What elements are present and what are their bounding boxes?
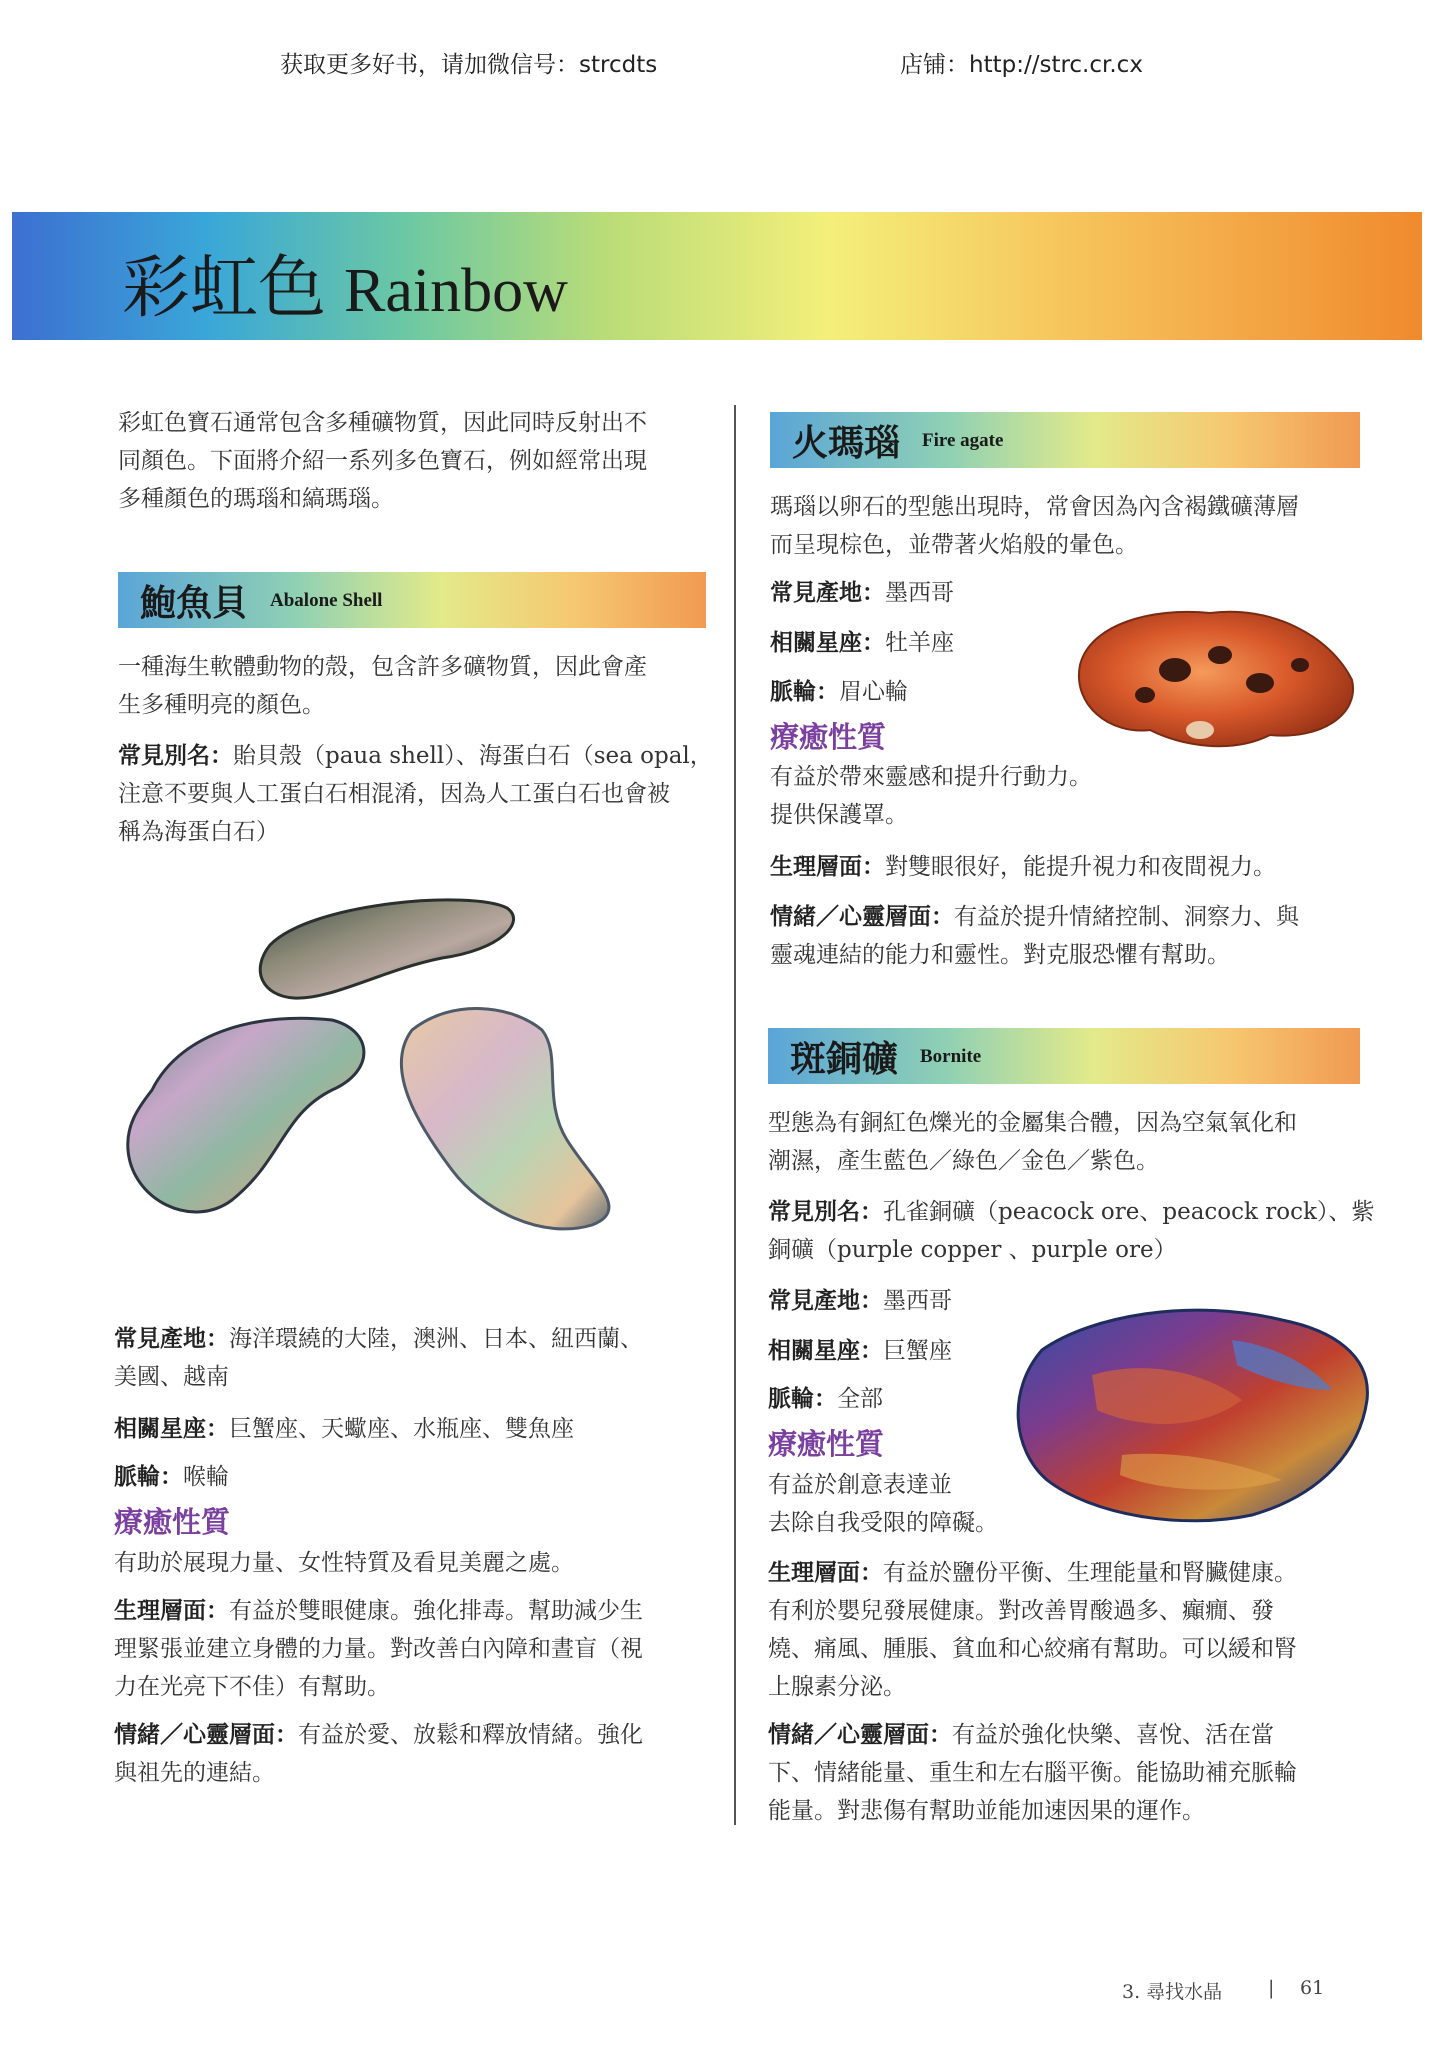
page-number: 61: [1300, 1977, 1325, 1999]
origin-line: 美國、越南: [114, 1364, 229, 1390]
bornite-origin: [768, 1282, 952, 1320]
fire-agate-origin: [770, 574, 954, 612]
origin-label: 常見產地：: [114, 1325, 229, 1352]
fire-agate-emotional: [770, 898, 1380, 974]
bornite-title-en: Bornite: [920, 1046, 982, 1067]
bornite-aliases: [768, 1193, 1378, 1269]
origin-line: 海洋環繞的大陸，澳洲、日本、紐西蘭、: [229, 1326, 643, 1352]
intro-paragraph: [118, 404, 718, 518]
footer-section: 3. 尋找水晶: [1122, 1981, 1223, 2003]
origin-label: 常見產地：: [768, 1287, 883, 1314]
emotional-line: 靈魂連結的能力和靈性。對克服恐懼有幫助。: [770, 942, 1230, 968]
healing-line: 去除自我受限的障礙。: [768, 1510, 998, 1536]
abalone-shell-image: [112, 880, 702, 1300]
abalone-origin: [114, 1320, 724, 1396]
zodiac-label: 相關星座：: [114, 1415, 229, 1442]
abalone-emotional: [114, 1716, 724, 1792]
intro-line: 彩虹色寶石通常包含多種礦物質，因此同時反射出不: [118, 410, 647, 436]
zodiac-value: 巨蟹座、天蠍座、水瓶座、雙魚座: [229, 1416, 574, 1442]
abalone-chakra: [114, 1458, 229, 1496]
abalone-title-zh: 鮑魚貝: [140, 582, 249, 624]
physical-line: 有益於雙眼健康。強化排毒。幫助減少生: [229, 1598, 643, 1624]
desc-line: 生多種明亮的顏色。: [118, 692, 325, 718]
abalone-aliases: [118, 737, 718, 851]
abalone-healing-title: 療癒性質: [114, 1505, 231, 1539]
emotional-line: 有益於提升情緒控制、洞察力、與: [954, 904, 1299, 930]
intro-line: 同顏色。下面將介紹一系列多色寶石，例如經常出現: [118, 448, 647, 474]
fire-agate-healing-title: 療癒性質: [770, 720, 887, 754]
emotional-label: 情緒／心靈層面：: [768, 1721, 952, 1748]
emotional-label: 情緒／心靈層面：: [114, 1721, 298, 1748]
emotional-line: 與祖先的連結。: [114, 1760, 275, 1786]
desc-line: 瑪瑙以卵石的型態出現時，常會因為內含褐鐵礦薄層: [770, 494, 1299, 520]
header-left-text: 获取更多好书，请加微信号：strcdts: [280, 52, 658, 78]
fire-agate-healing: [770, 758, 1092, 834]
physical-label: 生理層面：: [770, 853, 885, 880]
physical-line: 上腺素分泌。: [768, 1674, 906, 1700]
alias-line: 貽貝殼（paua shell）、海蛋白石（sea opal，: [233, 743, 713, 769]
healing-line: 有益於創意表達並: [768, 1472, 952, 1498]
alias-line: 注意不要與人工蛋白石相混淆，因為人工蛋白石也會被: [118, 781, 670, 807]
origin-value: 墨西哥: [883, 1288, 952, 1314]
bornite-emotional: [768, 1716, 1378, 1830]
origin-label: 常見產地：: [770, 579, 885, 606]
desc-line: 潮濕，產生藍色／綠色／金色／紫色。: [768, 1148, 1159, 1174]
abalone-healing: 有助於展現力量、女性特質及看見美麗之處。: [114, 1550, 574, 1576]
fire-agate-title-zh: 火瑪瑙: [792, 422, 901, 464]
zodiac-value: 巨蟹座: [883, 1338, 952, 1364]
intro-line: 多種顏色的瑪瑙和縞瑪瑙。: [118, 486, 394, 512]
physical-label: 生理層面：: [768, 1559, 883, 1586]
fire-agate-section-header: [770, 412, 1360, 468]
bornite-image: [1002, 1280, 1382, 1530]
physical-line: 力在光亮下不佳）有幫助。: [114, 1674, 390, 1700]
footer-separator: |: [1268, 1977, 1275, 1999]
zodiac-label: 相關星座：: [768, 1337, 883, 1364]
fire-agate-zodiac: [770, 624, 954, 662]
physical-line: 理緊張並建立身體的力量。對改善白內障和晝盲（視: [114, 1636, 643, 1662]
zodiac-value: 牡羊座: [885, 630, 954, 656]
bornite-healing: [768, 1466, 998, 1542]
abalone-zodiac: [114, 1410, 574, 1448]
alias-line: 稱為海蛋白石）: [118, 819, 279, 845]
emotional-label: 情緒／心靈層面：: [770, 903, 954, 930]
column-divider: [734, 405, 736, 1825]
fire-agate-physical: [770, 848, 1370, 886]
abalone-description: [118, 648, 718, 724]
chakra-label: 脈輪：: [768, 1385, 837, 1412]
emotional-line: 有益於愛、放鬆和釋放情緒。強化: [298, 1722, 643, 1748]
header-right-text: 店铺：http://strc.cr.cx: [900, 52, 1143, 78]
emotional-line: 下、情緒能量、重生和左右腦平衡。能協助補充脈輪: [768, 1760, 1297, 1786]
chakra-value: 眉心輪: [839, 679, 908, 705]
page-title-en: Rainbow: [344, 257, 568, 325]
emotional-line: 有益於強化快樂、喜悅、活在當: [952, 1722, 1274, 1748]
abalone-section-header: [118, 572, 706, 628]
chakra-label: 脈輪：: [770, 678, 839, 705]
bornite-section-header: [768, 1028, 1360, 1084]
fire-agate-chakra: [770, 673, 908, 711]
physical-value: 對雙眼很好，能提升視力和夜間視力。: [885, 854, 1276, 880]
bornite-title-zh: 斑銅礦: [790, 1038, 899, 1080]
bornite-zodiac: [768, 1332, 952, 1370]
alias-label: 常見別名：: [118, 742, 233, 769]
abalone-physical: [114, 1592, 724, 1706]
chakra-value: 喉輪: [183, 1464, 229, 1490]
healing-line: 提供保護罩。: [770, 802, 908, 828]
alias-label: 常見別名：: [768, 1198, 883, 1225]
abalone-title-en: Abalone Shell: [270, 590, 383, 611]
bornite-description: [768, 1104, 1378, 1180]
alias-line: 銅礦（purple copper 、purple ore）: [768, 1237, 1177, 1263]
bornite-healing-title: 療癒性質: [768, 1427, 885, 1461]
desc-line: 一種海生軟體動物的殼，包含許多礦物質，因此會產: [118, 654, 647, 680]
bornite-chakra: [768, 1380, 883, 1418]
alias-line: 孔雀銅礦（peacock ore、peacock rock）、紫: [883, 1199, 1375, 1225]
physical-line: 有益於鹽份平衡、生理能量和腎臟健康。: [883, 1560, 1297, 1586]
emotional-line: 能量。對悲傷有幫助並能加速因果的運作。: [768, 1798, 1205, 1824]
physical-label: 生理層面：: [114, 1597, 229, 1624]
page-title-zh: 彩虹色: [122, 249, 327, 328]
bornite-physical: [768, 1554, 1378, 1706]
page-title: [122, 234, 568, 331]
fire-agate-description: [770, 488, 1370, 564]
healing-line: 有益於帶來靈感和提升行動力。: [770, 764, 1092, 790]
desc-line: 型態為有銅紅色爍光的金屬集合體，因為空氣氧化和: [768, 1110, 1297, 1136]
origin-value: 墨西哥: [885, 580, 954, 606]
physical-line: 有利於嬰兒發展健康。對改善胃酸過多、癲癇、發: [768, 1598, 1274, 1624]
zodiac-label: 相關星座：: [770, 629, 885, 656]
physical-line: 燒、痛風、腫脹、貧血和心絞痛有幫助。可以緩和腎: [768, 1636, 1297, 1662]
desc-line: 而呈現棕色，並帶著火焰般的暈色。: [770, 532, 1138, 558]
fire-agate-title-en: Fire agate: [922, 430, 1004, 451]
fire-agate-image: [1060, 595, 1365, 765]
chakra-value: 全部: [837, 1386, 883, 1412]
chakra-label: 脈輪：: [114, 1463, 183, 1490]
